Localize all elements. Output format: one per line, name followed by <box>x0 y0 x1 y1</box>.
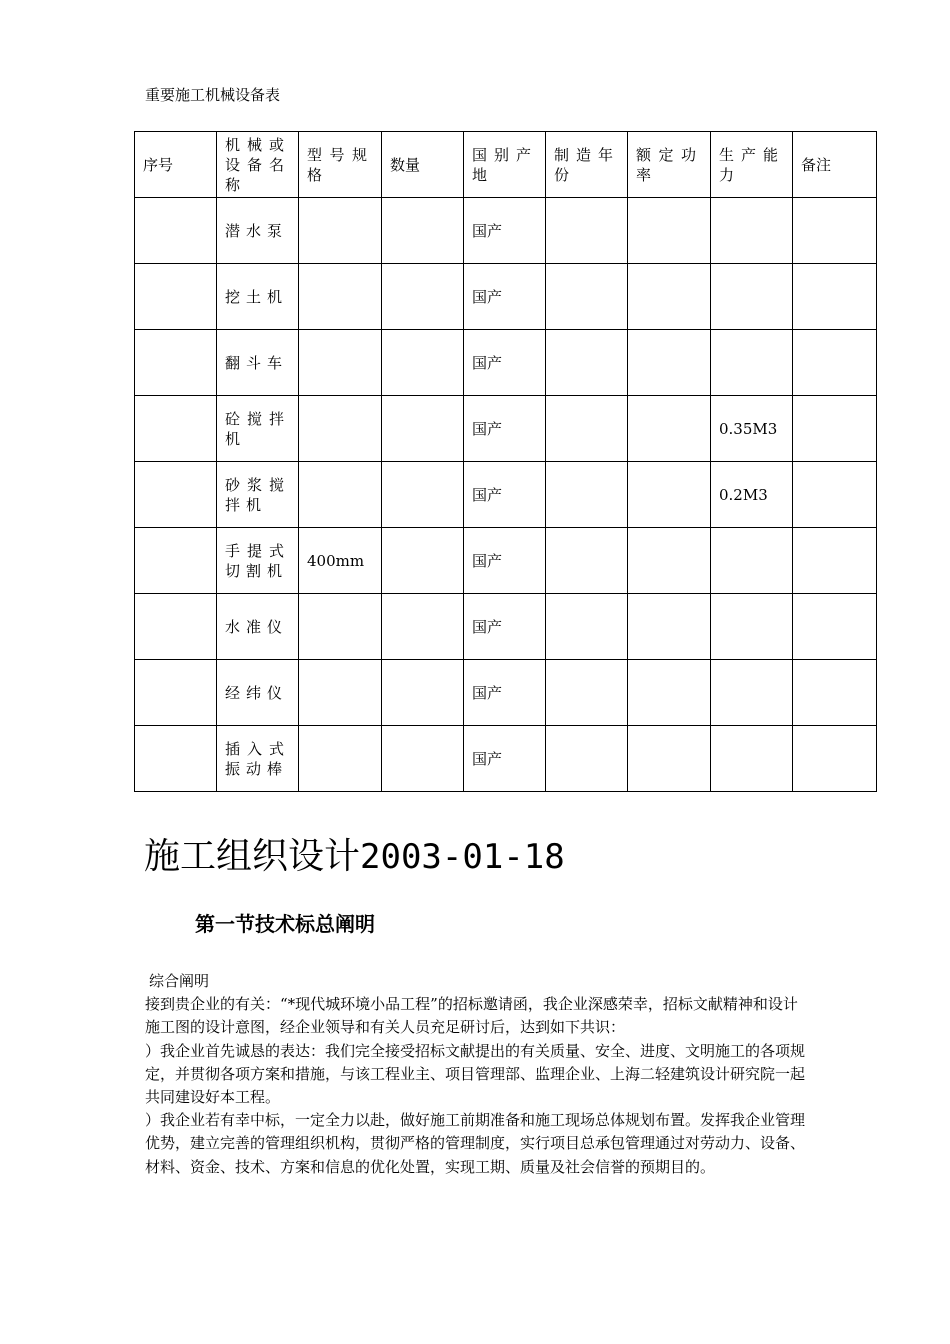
header-cell: 制造年份 <box>546 132 628 198</box>
table-cell <box>135 264 217 330</box>
table-cell <box>628 396 711 462</box>
table-cell <box>382 330 464 396</box>
table-cell <box>711 594 793 660</box>
table-cell <box>546 594 628 660</box>
table-row <box>135 528 877 594</box>
table-cell: 手提式切割机 <box>217 528 299 594</box>
table-cell: 国产 <box>464 660 546 726</box>
table-cell <box>793 396 877 462</box>
table-cell <box>546 264 628 330</box>
table-cell <box>299 726 382 792</box>
table-cell: 国产 <box>464 330 546 396</box>
table-cell: 翻斗车 <box>217 330 299 396</box>
table-cell: 国产 <box>464 528 546 594</box>
table-cell: 潜水泵 <box>217 198 299 264</box>
header-cell: 备注 <box>793 132 877 198</box>
table-cell <box>135 330 217 396</box>
table-cell: 国产 <box>464 264 546 330</box>
table-row <box>135 462 877 528</box>
table-cell: 国产 <box>464 726 546 792</box>
equipment-table <box>134 131 877 792</box>
table-row <box>135 198 877 264</box>
table-cell <box>135 594 217 660</box>
table-cell <box>793 264 877 330</box>
paragraph: ）我企业若有幸中标，一定全力以赴，做好施工前期准备和施工现场总体规划布置。发挥我企业管理优势，建立完善的管理组织机构，贯彻严格的管理制度，实行项目总承包管理通过对劳动力、设备、材料、资金、技术、方案和信息的优化处置，实现工期、质量及社会信誉的预期目的。 <box>145 1111 806 1176</box>
table-cell <box>135 660 217 726</box>
header-cell: 数量 <box>382 132 464 198</box>
table-cell <box>711 264 793 330</box>
table-cell <box>793 330 877 396</box>
table-cell <box>546 462 628 528</box>
header-cell: 序号 <box>135 132 217 198</box>
document-title <box>144 828 565 879</box>
table-cell <box>711 660 793 726</box>
table-cell <box>299 264 382 330</box>
table-cell <box>546 396 628 462</box>
table-cell <box>382 660 464 726</box>
table-cell <box>382 264 464 330</box>
table-cell: 国产 <box>464 594 546 660</box>
table-cell: 国产 <box>464 396 546 462</box>
table-cell <box>546 198 628 264</box>
header-cell: 型号规格 <box>299 132 382 198</box>
header-cell: 生产能力 <box>711 132 793 198</box>
table-cell <box>299 660 382 726</box>
table-cell <box>382 396 464 462</box>
table-cell <box>382 528 464 594</box>
table-cell: 国产 <box>464 462 546 528</box>
table-cell <box>628 660 711 726</box>
header-cell: 机械或设备名称 <box>217 132 299 198</box>
table-row <box>135 396 877 462</box>
table-row <box>135 726 877 792</box>
paragraph: ）我企业首先诚恳的表达：我们完全接受招标文献提出的有关质量、安全、进度、文明施工的各项规定，并贯彻各项方案和措施，与该工程业主、项目管理部、监理企业、上海二轻建筑设计研究院一起共同建设好本工程。 <box>145 1041 806 1107</box>
table-cell <box>382 462 464 528</box>
header-cell: 国别产地 <box>464 132 546 198</box>
table-cell: 水准仪 <box>217 594 299 660</box>
table-cell <box>628 462 711 528</box>
table-cell <box>135 198 217 264</box>
table-cell <box>299 330 382 396</box>
table-cell: 400mm <box>299 528 382 594</box>
table-cell <box>135 396 217 462</box>
table-caption: 重要施工机械设备表 <box>145 86 281 104</box>
table-cell <box>382 594 464 660</box>
table-cell <box>793 726 877 792</box>
table-cell <box>135 726 217 792</box>
table-cell <box>711 528 793 594</box>
table-cell <box>135 462 217 528</box>
table-cell: 砼搅拌机 <box>217 396 299 462</box>
table-cell <box>299 396 382 462</box>
table-cell: 砂浆搅拌机 <box>217 462 299 528</box>
table-header-row <box>135 132 877 198</box>
table-cell <box>546 528 628 594</box>
table-cell <box>628 528 711 594</box>
table-cell <box>628 594 711 660</box>
table-cell <box>793 198 877 264</box>
section-title: 第一节技术标总阐明 <box>195 912 375 936</box>
table-cell <box>628 198 711 264</box>
table-cell <box>628 726 711 792</box>
table-cell <box>793 660 877 726</box>
table-cell: 插入式振动棒 <box>217 726 299 792</box>
table-cell <box>546 330 628 396</box>
table-cell <box>382 726 464 792</box>
table-cell: 国产 <box>464 198 546 264</box>
table-cell: 0.2M3 <box>711 462 793 528</box>
table-cell <box>382 198 464 264</box>
table-cell <box>628 330 711 396</box>
table-cell <box>793 528 877 594</box>
table-cell: 挖土机 <box>217 264 299 330</box>
body-text <box>145 970 810 1179</box>
header-cell: 额定功率 <box>628 132 711 198</box>
table-cell <box>793 462 877 528</box>
table-cell <box>546 660 628 726</box>
table-cell <box>711 330 793 396</box>
table-cell <box>711 726 793 792</box>
table-cell: 0.35M3 <box>711 396 793 462</box>
table-row <box>135 594 877 660</box>
table-cell <box>299 462 382 528</box>
table-cell <box>628 264 711 330</box>
table-cell <box>793 594 877 660</box>
table-row <box>135 330 877 396</box>
table-cell <box>299 198 382 264</box>
table-cell: 经纬仪 <box>217 660 299 726</box>
table-row <box>135 264 877 330</box>
title-date: 2003-01-18 <box>360 837 565 877</box>
table-cell <box>711 198 793 264</box>
title-text: 施工组织设计 <box>144 836 361 877</box>
paragraph: 接到贵企业的有关：“*现代城环境小品工程”的招标邀请函，我企业深感荣幸，招标文献精神和设计施工图的设计意图，经企业领导和有关人员充足研讨后，达到如下共识： <box>145 995 798 1037</box>
table-row <box>135 660 877 726</box>
subheading: 综合阐明 <box>149 972 210 990</box>
table-cell <box>546 726 628 792</box>
table-cell <box>299 594 382 660</box>
table-cell <box>135 528 217 594</box>
